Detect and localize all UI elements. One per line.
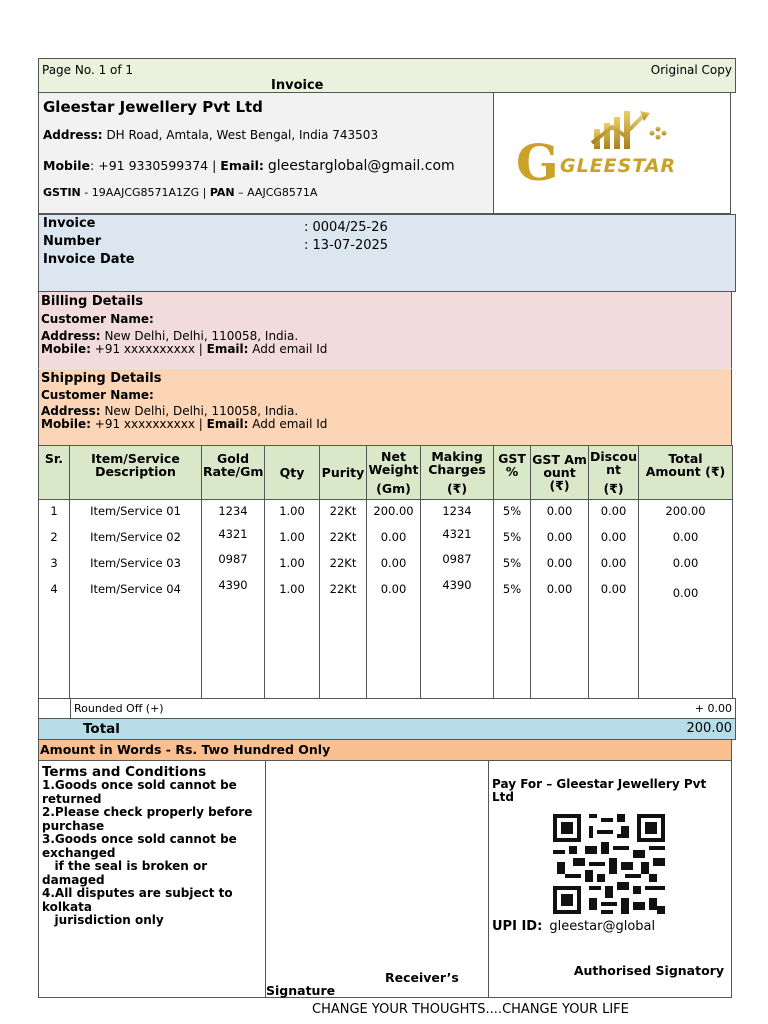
cell-gold-rate: 4390 <box>202 578 265 698</box>
cell-gold-rate: 0987 <box>202 552 265 578</box>
upi-label: UPI ID: <box>492 919 543 934</box>
billing-mobile-value: +91 xxxxxxxxxx | <box>94 342 203 356</box>
cell-gst: 5% <box>494 500 531 526</box>
cell-sr: 2 <box>39 526 70 552</box>
cell-qty: 1.00 <box>265 500 320 526</box>
cell-gst-amount: 0.00 <box>531 526 589 552</box>
billing-customer-label: Customer Name: <box>41 312 154 326</box>
cell-qty: 1.00 <box>265 552 320 578</box>
cell-gst-amount: 0.00 <box>531 552 589 578</box>
cell-description: Item/Service 03 <box>70 552 202 578</box>
billing-address-label: Address: <box>41 329 101 343</box>
cell-discount: 0.00 <box>589 526 639 552</box>
col-discount <box>589 446 639 500</box>
billing-details <box>38 292 732 368</box>
cell-discount: 0.00 <box>589 578 639 698</box>
shipping-title: Shipping Details <box>41 371 162 386</box>
authorised-signatory: Authorised Signatory <box>573 963 724 978</box>
shipping-contact <box>41 417 327 431</box>
pan-label: PAN <box>209 186 235 199</box>
address-value: DH Road, Amtala, West Bengal, India 743503 <box>106 128 379 142</box>
cell-description: Item/Service 02 <box>70 526 202 552</box>
term-item: 4.All disputes are subject to kolkata <box>42 886 233 914</box>
cell-gst: 5% <box>494 552 531 578</box>
amount-in-words <box>38 740 732 760</box>
term-item: 1.Goods once sold cannot be returned <box>42 778 237 806</box>
table-row <box>39 500 733 526</box>
cell-qty: 1.00 <box>265 578 320 698</box>
pay-for-text: Pay For – Gleestar Jewellery Pvt Ltd <box>492 777 707 804</box>
cell-purity: 22Kt <box>320 526 367 552</box>
cell-purity: 22Kt <box>320 500 367 526</box>
terms-block <box>38 760 266 998</box>
cell-sr: 3 <box>39 552 70 578</box>
shipping-address-label: Address: <box>41 404 101 418</box>
amount-words-text: Amount in Words - Rs. Two Hundred Only <box>40 742 331 757</box>
logo-block <box>493 93 731 214</box>
mobile-value: : +91 9330599374 | <box>90 158 217 173</box>
rounded-off-value: + 0.00 <box>694 702 732 715</box>
address-label: Address: <box>43 128 103 142</box>
col-gst-amount: GST Amount (₹) <box>531 446 589 500</box>
company-block <box>38 93 493 214</box>
cell-making: 1234 <box>421 500 494 526</box>
gstin-value: - 19AAJCG8571A1ZG | <box>84 186 207 199</box>
col-sr: Sr. <box>39 446 70 500</box>
col-net-weight <box>367 446 421 500</box>
cell-net-weight: 0.00 <box>367 552 421 578</box>
cell-description: Item/Service 01 <box>70 500 202 526</box>
shipping-customer-label: Customer Name: <box>41 388 154 402</box>
shipping-details <box>38 368 732 445</box>
page-number: Page No. 1 of 1 <box>42 63 134 77</box>
rounded-off-row <box>38 698 736 719</box>
gstin-label: GSTIN <box>43 186 81 199</box>
col-gst-percent: GST % <box>494 446 531 500</box>
logo-text: GLEESTAR <box>560 155 677 177</box>
billing-address-value: New Delhi, Delhi, 110058, India. <box>104 329 299 343</box>
shipping-address <box>41 404 298 418</box>
header-strip <box>38 58 736 93</box>
shipping-email-label: Email: <box>206 417 249 431</box>
cell-discount: 0.00 <box>589 500 639 526</box>
shipping-email-value: Add email Id <box>252 417 328 431</box>
invoice-date-label: Invoice Date <box>43 252 135 267</box>
invoice-number-value: : 0004/25-26 <box>304 220 388 235</box>
terms-list <box>42 779 264 928</box>
shipping-mobile-value: +91 xxxxxxxxxx | <box>94 417 203 431</box>
cell-qty: 1.00 <box>265 526 320 552</box>
cell-net-weight: 0.00 <box>367 578 421 698</box>
col-qty: Qty <box>265 446 320 500</box>
cell-gold-rate: 4321 <box>202 526 265 552</box>
invoice-number-label: Invoice Number <box>43 216 102 249</box>
invoice-meta <box>38 214 736 292</box>
cell-making: 0987 <box>421 552 494 578</box>
cell-purity: 22Kt <box>320 552 367 578</box>
billing-contact <box>41 342 327 356</box>
items-table <box>38 445 733 698</box>
cell-total: 0.00 <box>639 552 733 578</box>
cell-making: 4390 <box>421 578 494 698</box>
net-weight-title: Net Weight <box>368 449 419 477</box>
making-charges-title: Making Charges <box>428 449 486 477</box>
total-label: Total <box>83 721 120 737</box>
receiver-block <box>265 760 489 998</box>
cell-gst-amount: 0.00 <box>531 500 589 526</box>
signature-label: Signature <box>266 983 336 998</box>
discount-title: Discount <box>590 449 637 477</box>
cell-purity: 22Kt <box>320 578 367 698</box>
cell-total: 0.00 <box>639 526 733 552</box>
document-title: Invoice <box>271 78 324 93</box>
total-row <box>38 719 736 740</box>
discount-unit: (₹) <box>603 481 624 496</box>
col-description: Item/Service Description <box>70 446 202 500</box>
copy-label: Original Copy <box>650 63 732 77</box>
billing-email-label: Email: <box>206 342 249 356</box>
cell-gold-rate: 1234 <box>202 500 265 526</box>
cell-discount: 0.00 <box>589 552 639 578</box>
upi-qr-code-icon <box>553 814 665 914</box>
billing-title: Billing Details <box>41 294 144 309</box>
total-value: 200.00 <box>686 721 732 736</box>
cell-net-weight: 200.00 <box>367 500 421 526</box>
table-row <box>39 526 733 552</box>
terms-title: Terms and Conditions <box>42 764 207 780</box>
table-header-row <box>39 446 733 500</box>
cell-gst: 5% <box>494 526 531 552</box>
email-label: Email: <box>220 158 264 173</box>
cell-sr: 4 <box>39 578 70 698</box>
term-item: 3.Goods once sold cannot be exchanged <box>42 832 237 860</box>
company-tax-ids <box>43 186 317 199</box>
footer-tagline: CHANGE YOUR THOUGHTS....CHANGE YOUR LIFE <box>312 1002 629 1017</box>
billing-mobile-label: Mobile: <box>41 342 91 356</box>
billing-address <box>41 329 298 343</box>
upi-row <box>492 919 655 934</box>
payment-block <box>489 760 732 998</box>
invoice-date-value: : 13-07-2025 <box>304 238 389 253</box>
billing-email-value: Add email Id <box>252 342 328 356</box>
term-item: jurisdiction only <box>42 913 164 927</box>
term-item: if the seal is broken or damaged <box>42 859 212 887</box>
rounded-off-label: Rounded Off (+) <box>74 702 164 715</box>
company-name: Gleestar Jewellery Pvt Ltd <box>43 98 263 116</box>
email-value: gleestarglobal@gmail.com <box>267 158 455 174</box>
table-row <box>39 552 733 578</box>
shipping-address-value: New Delhi, Delhi, 110058, India. <box>104 404 299 418</box>
making-charges-unit: (₹) <box>446 481 468 496</box>
table-row <box>39 578 733 698</box>
cell-sr: 1 <box>39 500 70 526</box>
cell-net-weight: 0.00 <box>367 526 421 552</box>
col-gold-rate: Gold Rate/Gm <box>202 446 265 500</box>
rounded-divider <box>70 699 71 718</box>
pan-value: – AAJCG8571A <box>238 186 318 199</box>
col-making-charges <box>421 446 494 500</box>
company-address <box>43 128 378 142</box>
cell-gst-amount: 0.00 <box>531 578 589 698</box>
upi-value: gleestar@global <box>549 919 656 934</box>
logo-letter: G <box>516 133 559 192</box>
mobile-label: Mobile <box>43 158 91 173</box>
cell-gst: 5% <box>494 578 531 698</box>
shipping-mobile-label: Mobile: <box>41 417 91 431</box>
col-purity: Purity <box>320 446 367 500</box>
cell-total: 200.00 <box>639 500 733 526</box>
cell-making: 4321 <box>421 526 494 552</box>
cell-total: 0.00 <box>639 578 733 698</box>
net-weight-unit: (Gm) <box>376 481 411 496</box>
term-item: 2.Please check properly before purchase <box>42 805 253 833</box>
col-total-amount: Total Amount (₹) <box>639 446 733 500</box>
receiver-label: Receiver’s <box>385 970 459 985</box>
cell-description: Item/Service 04 <box>70 578 202 698</box>
company-contact <box>43 158 455 174</box>
